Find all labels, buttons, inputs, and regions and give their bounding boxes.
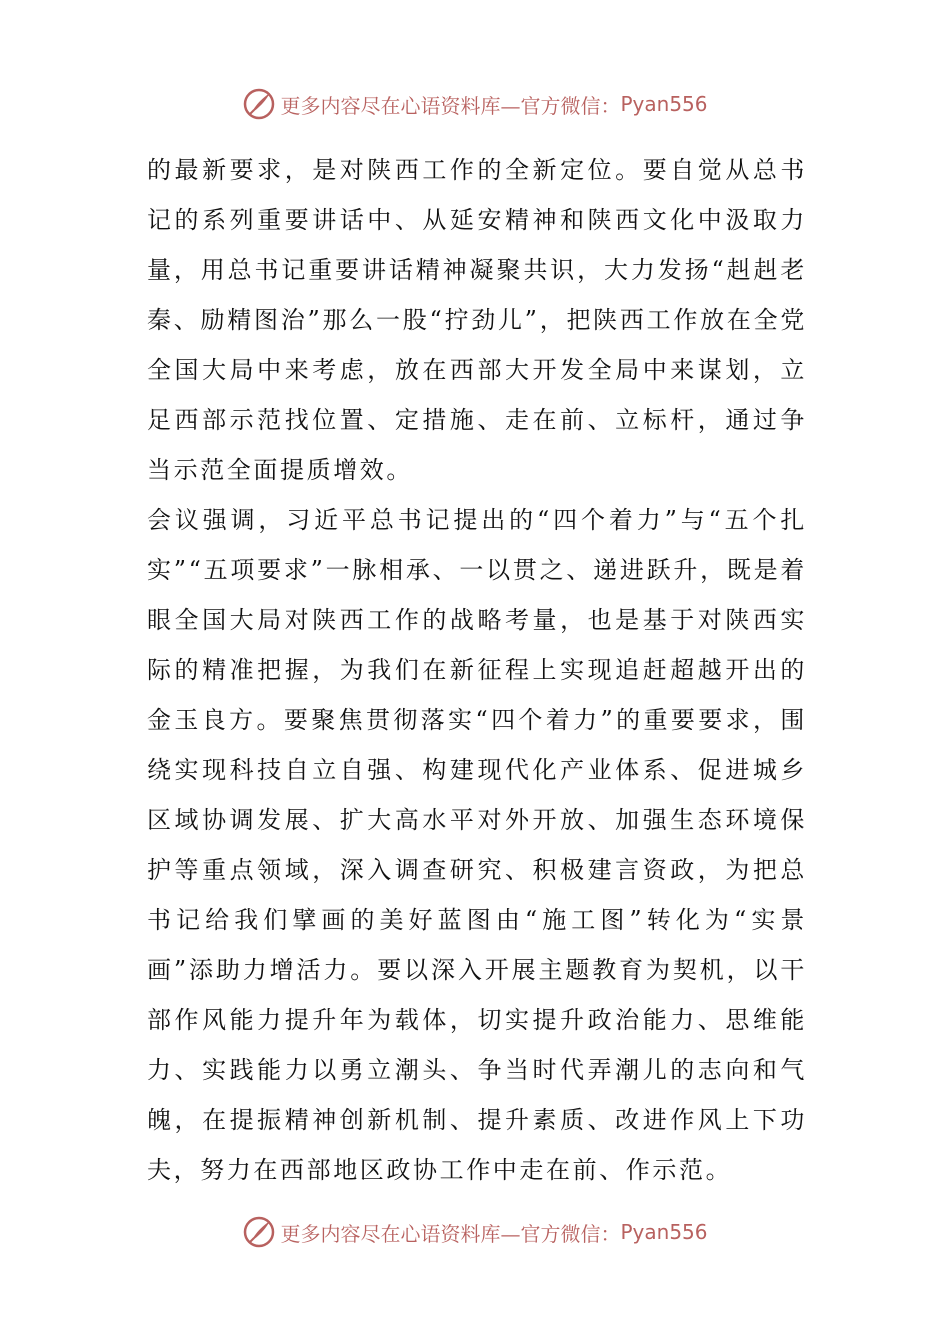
quill-logo-icon (242, 1215, 276, 1249)
banner-wechat-id: Pyan556 (620, 92, 708, 116)
banner-site-text: 更多内容尽在心语资料库— (280, 1221, 521, 1246)
quill-logo-icon (242, 87, 276, 121)
footer-banner (0, 1212, 950, 1252)
header-banner (0, 84, 950, 124)
banner-site-text: 更多内容尽在心语资料库— (280, 93, 521, 118)
document-body (147, 145, 807, 1195)
paragraph-2: 会议强调，习近平总书记提出的“四个着力”与“五个扎实”“五项要求”一脉相承、一以贯之、递进跃升，既是着眼全国大局对陕西工作的战略考量，也是基于对陕西实际的精准把握，为我们在新征程上实现追赶超越开出的金玉良方。要聚焦贯彻落实“四个着力”的重要要求，围绕实现科技自立自强、构建现代化产业体系、促进城乡区域协调发展、扩大高水平对外开放、加强生态环境保护等重点领域，深入调查研究、积极建言资政，为把总书记给我们擘画的美好蓝图由“施工图”转化为“实景画”添助力增活力。要以深入开展主题教育为契机，以干部作风能力提升年为载体，切实提升政治能力、思维能力、实践能力以勇立潮头、争当时代弄潮儿的志向和气魄，在提振精神创新机制、提升素质、改进作风上下功夫，努力在西部地区政协工作中走在前、作示范。 (147, 506, 807, 1184)
banner-wechat-label: 官方微信： (520, 1221, 621, 1246)
banner-wechat-id: Pyan556 (620, 1220, 708, 1244)
banner-wechat-label: 官方微信： (520, 93, 621, 118)
paragraph-1: 的最新要求，是对陕西工作的全新定位。要自觉从总书记的系列重要讲话中、从延安精神和陕西文化中汲取力量，用总书记重要讲话精神凝聚共识，大力发扬“赳赳老秦、励精图治”那么一股“拧劲儿”，把陕西工作放在全党全国大局中来考虑，放在西部大开发全局中来谋划，立足西部示范找位置、定措施、走在前、立标杆，通过争当示范全面提质增效。 (147, 156, 807, 484)
